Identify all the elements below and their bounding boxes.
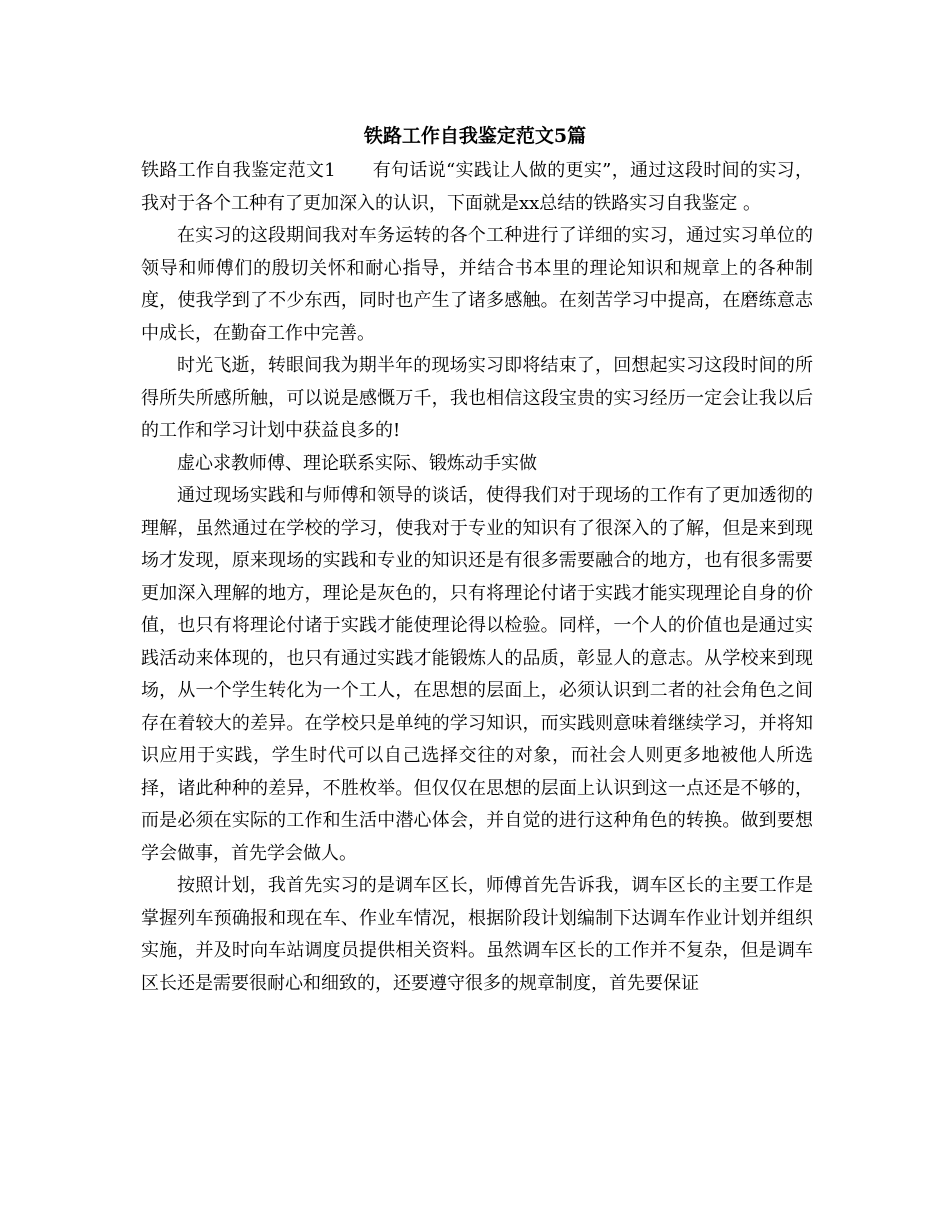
paragraph-3: 时光飞逝，转眼间我为期半年的现场实习即将结束了，回想起实习这段时间的所得所失所感所触，可以说是感慨万千，我也相信这段宝贵的实习经历一定会让我以后的工作和学习计划中获益良多的! [141,355,813,441]
document-title: 铁路工作自我鉴定范文5篇 [363,125,587,147]
paragraph-1: 铁路工作自我鉴定范文1 有句话说“实践让人做的更实”，通过这段时间的实习，我对于各个工种有了更加深入的认识，下面就是xx总结的铁路实习自我鉴定 。 [141,160,813,214]
paragraph-5: 按照计划，我首先实习的是调车区长，师傅首先告诉我，调车区长的主要工作是掌握列车预确报和现在车、作业车情况，根据阶段计划编制下达调车作业计划并组织实施，并及时向车站调度员提供相关资料。虽然调车区长的工作并不复杂，但是调车区长还是需要很耐心和细致的，还要遵守很多的规章制度，首先要保证 [141,875,813,994]
document-body [141,155,813,1000]
paragraph-4: 通过现场实践和与师傅和领导的谈话，使得我们对于现场的工作有了更加透彻的理解，虽然通过在学校的学习，使我对于专业的知识有了很深入的了解，但是来到现场才发现，原来现场的实践和专业的知识还是有很多需要融合的地方，也有很多需要更加深入理解的地方，理论是灰色的，只有将理论付诸于实践才能实现理论自身的价值，也只有将理论付诸于实践才能使理论得以检验。同样，一个人的价值也是通过实践活动来体现的，也只有通过实践才能锻炼人的品质，彰显人的意志。从学校来到现场，从一个学生转化为一个工人，在思想的层面上，必须认识到二者的社会角色之间存在着较大的差异。在学校只是单纯的学习知识，而实践则意味着继续学习，并将知识应用于实践，学生时代可以自己选择交往的对象，而社会人则更多地被他人所选择，诸此种种的差异，不胜枚举。但仅仅在思想的层面上认识到这一点还是不够的，而是必须在实际的工作和生活中潜心体会，并自觉的进行这种角色的转换。做到要想学会做事，首先学会做人。 [141,485,813,864]
paragraph-2: 在实习的这段期间我对车务运转的各个工种进行了详细的实习，通过实习单位的领导和师傅们的殷切关怀和耐心指导，并结合书本里的理论知识和规章上的各种制度，使我学到了不少东西，同时也产生了诸多感触。在刻苦学习中提高，在磨练意志中成长，在勤奋工作中完善。 [141,225,813,344]
section-heading: 虚心求教师傅、理论联系实际、锻炼动手实做 [177,452,537,474]
